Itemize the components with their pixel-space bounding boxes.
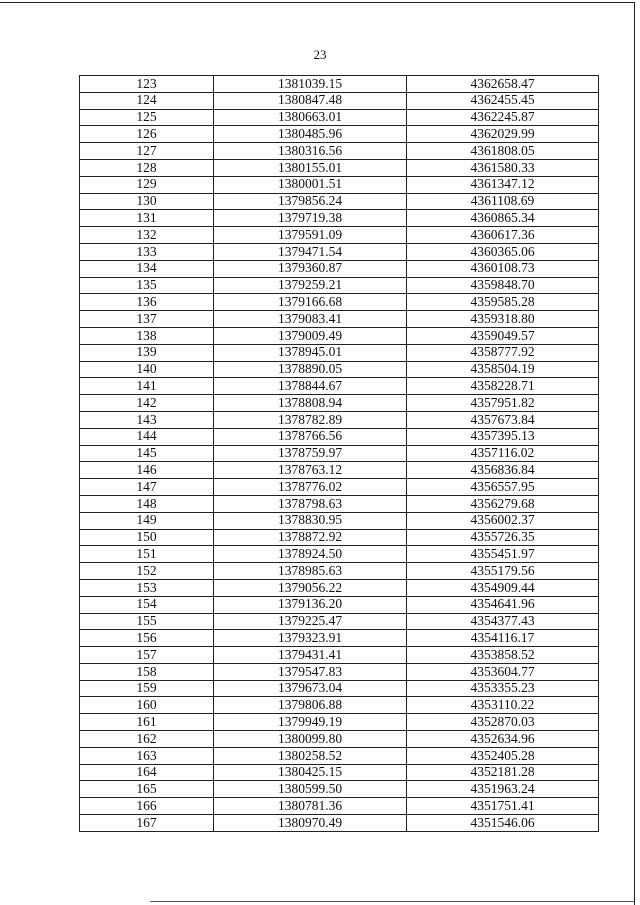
point-number-cell: 164 <box>80 764 214 781</box>
table-row <box>80 731 599 748</box>
y-coordinate-cell: 4360865.34 <box>407 210 599 227</box>
x-coordinate-cell: 1379673.04 <box>214 680 407 697</box>
table-row <box>80 260 599 277</box>
x-coordinate-cell: 1380663.01 <box>214 109 407 126</box>
x-coordinate-cell: 1379719.38 <box>214 210 407 227</box>
x-coordinate-cell: 1380258.52 <box>214 747 407 764</box>
y-coordinate-cell: 4359585.28 <box>407 294 599 311</box>
table-row <box>80 747 599 764</box>
x-coordinate-cell: 1380970.49 <box>214 815 407 832</box>
page-top-border <box>0 2 634 3</box>
y-coordinate-cell: 4353110.22 <box>407 697 599 714</box>
table-row <box>80 92 599 109</box>
table-row <box>80 176 599 193</box>
x-coordinate-cell: 1380485.96 <box>214 126 407 143</box>
x-coordinate-cell: 1379856.24 <box>214 193 407 210</box>
x-coordinate-cell: 1378763.12 <box>214 462 407 479</box>
x-coordinate-cell: 1379056.22 <box>214 579 407 596</box>
x-coordinate-cell: 1378776.02 <box>214 479 407 496</box>
x-coordinate-cell: 1379136.20 <box>214 596 407 613</box>
y-coordinate-cell: 4351963.24 <box>407 781 599 798</box>
table-row <box>80 428 599 445</box>
table-row <box>80 378 599 395</box>
point-number-cell: 133 <box>80 243 214 260</box>
x-coordinate-cell: 1378808.94 <box>214 395 407 412</box>
y-coordinate-cell: 4352405.28 <box>407 747 599 764</box>
y-coordinate-cell: 4354909.44 <box>407 579 599 596</box>
x-coordinate-cell: 1379166.68 <box>214 294 407 311</box>
table-row <box>80 529 599 546</box>
point-number-cell: 129 <box>80 176 214 193</box>
point-number-cell: 161 <box>80 714 214 731</box>
y-coordinate-cell: 4357116.02 <box>407 445 599 462</box>
y-coordinate-cell: 4362245.87 <box>407 109 599 126</box>
x-coordinate-cell: 1379431.41 <box>214 647 407 664</box>
table-row <box>80 479 599 496</box>
x-coordinate-cell: 1380425.15 <box>214 764 407 781</box>
point-number-cell: 142 <box>80 395 214 412</box>
table-row <box>80 277 599 294</box>
y-coordinate-cell: 4353858.52 <box>407 647 599 664</box>
point-number-cell: 132 <box>80 227 214 244</box>
point-number-cell: 153 <box>80 579 214 596</box>
y-coordinate-cell: 4354641.96 <box>407 596 599 613</box>
y-coordinate-cell: 4361580.33 <box>407 159 599 176</box>
table-row <box>80 327 599 344</box>
x-coordinate-cell: 1379009.49 <box>214 327 407 344</box>
y-coordinate-cell: 4353604.77 <box>407 663 599 680</box>
y-coordinate-cell: 4359049.57 <box>407 327 599 344</box>
y-coordinate-cell: 4352870.03 <box>407 714 599 731</box>
y-coordinate-cell: 4358504.19 <box>407 361 599 378</box>
point-number-cell: 155 <box>80 613 214 630</box>
point-number-cell: 134 <box>80 260 214 277</box>
point-number-cell: 162 <box>80 731 214 748</box>
table-row <box>80 815 599 832</box>
point-number-cell: 148 <box>80 495 214 512</box>
point-number-cell: 139 <box>80 344 214 361</box>
y-coordinate-cell: 4356836.84 <box>407 462 599 479</box>
point-number-cell: 145 <box>80 445 214 462</box>
y-coordinate-cell: 4351751.41 <box>407 798 599 815</box>
x-coordinate-cell: 1379225.47 <box>214 613 407 630</box>
x-coordinate-cell: 1378766.56 <box>214 428 407 445</box>
table-row <box>80 411 599 428</box>
point-number-cell: 128 <box>80 159 214 176</box>
x-coordinate-cell: 1378890.05 <box>214 361 407 378</box>
table-row <box>80 697 599 714</box>
table-row <box>80 680 599 697</box>
coordinates-table <box>79 75 599 832</box>
x-coordinate-cell: 1378830.95 <box>214 512 407 529</box>
y-coordinate-cell: 4357951.82 <box>407 395 599 412</box>
point-number-cell: 154 <box>80 596 214 613</box>
table-row <box>80 361 599 378</box>
point-number-cell: 157 <box>80 647 214 664</box>
y-coordinate-cell: 4360108.73 <box>407 260 599 277</box>
y-coordinate-cell: 4359318.80 <box>407 311 599 328</box>
point-number-cell: 127 <box>80 143 214 160</box>
y-coordinate-cell: 4357673.84 <box>407 411 599 428</box>
y-coordinate-cell: 4354116.17 <box>407 630 599 647</box>
point-number-cell: 149 <box>80 512 214 529</box>
y-coordinate-cell: 4356279.68 <box>407 495 599 512</box>
table-row <box>80 764 599 781</box>
point-number-cell: 167 <box>80 815 214 832</box>
x-coordinate-cell: 1378798.63 <box>214 495 407 512</box>
x-coordinate-cell: 1379323.91 <box>214 630 407 647</box>
table-row <box>80 344 599 361</box>
x-coordinate-cell: 1380001.51 <box>214 176 407 193</box>
x-coordinate-cell: 1379471.54 <box>214 243 407 260</box>
point-number-cell: 156 <box>80 630 214 647</box>
point-number-cell: 165 <box>80 781 214 798</box>
x-coordinate-cell: 1378924.50 <box>214 546 407 563</box>
x-coordinate-cell: 1379259.21 <box>214 277 407 294</box>
table-row <box>80 243 599 260</box>
point-number-cell: 163 <box>80 747 214 764</box>
x-coordinate-cell: 1381039.15 <box>214 76 407 93</box>
x-coordinate-cell: 1379949.19 <box>214 714 407 731</box>
table-row <box>80 546 599 563</box>
point-number-cell: 158 <box>80 663 214 680</box>
point-number-cell: 124 <box>80 92 214 109</box>
table-row <box>80 798 599 815</box>
table-row <box>80 445 599 462</box>
y-coordinate-cell: 4362455.45 <box>407 92 599 109</box>
x-coordinate-cell: 1379083.41 <box>214 311 407 328</box>
table-row <box>80 109 599 126</box>
y-coordinate-cell: 4355726.35 <box>407 529 599 546</box>
y-coordinate-cell: 4353355.23 <box>407 680 599 697</box>
table-row <box>80 613 599 630</box>
table-row <box>80 126 599 143</box>
x-coordinate-cell: 1379806.88 <box>214 697 407 714</box>
x-coordinate-cell: 1380847.48 <box>214 92 407 109</box>
table-row <box>80 76 599 93</box>
y-coordinate-cell: 4360617.36 <box>407 227 599 244</box>
table-row <box>80 395 599 412</box>
point-number-cell: 140 <box>80 361 214 378</box>
y-coordinate-cell: 4357395.13 <box>407 428 599 445</box>
point-number-cell: 141 <box>80 378 214 395</box>
coordinates-table-body <box>80 76 599 832</box>
point-number-cell: 123 <box>80 76 214 93</box>
y-coordinate-cell: 4352181.28 <box>407 764 599 781</box>
table-row <box>80 781 599 798</box>
table-row <box>80 294 599 311</box>
x-coordinate-cell: 1379547.83 <box>214 663 407 680</box>
y-coordinate-cell: 4354377.43 <box>407 613 599 630</box>
x-coordinate-cell: 1380781.36 <box>214 798 407 815</box>
point-number-cell: 147 <box>80 479 214 496</box>
y-coordinate-cell: 4358228.71 <box>407 378 599 395</box>
point-number-cell: 125 <box>80 109 214 126</box>
point-number-cell: 126 <box>80 126 214 143</box>
y-coordinate-cell: 4358777.92 <box>407 344 599 361</box>
table-row <box>80 210 599 227</box>
point-number-cell: 144 <box>80 428 214 445</box>
x-coordinate-cell: 1380599.50 <box>214 781 407 798</box>
x-coordinate-cell: 1378782.89 <box>214 411 407 428</box>
table-row <box>80 495 599 512</box>
x-coordinate-cell: 1378985.63 <box>214 563 407 580</box>
y-coordinate-cell: 4362029.99 <box>407 126 599 143</box>
point-number-cell: 160 <box>80 697 214 714</box>
page-number: 23 <box>313 47 327 62</box>
y-coordinate-cell: 4359848.70 <box>407 277 599 294</box>
point-number-cell: 143 <box>80 411 214 428</box>
point-number-cell: 146 <box>80 462 214 479</box>
y-coordinate-cell: 4351546.06 <box>407 815 599 832</box>
point-number-cell: 166 <box>80 798 214 815</box>
point-number-cell: 130 <box>80 193 214 210</box>
page-bottom-border <box>150 901 634 902</box>
table-row <box>80 714 599 731</box>
x-coordinate-cell: 1380099.80 <box>214 731 407 748</box>
x-coordinate-cell: 1378844.67 <box>214 378 407 395</box>
table-row <box>80 630 599 647</box>
y-coordinate-cell: 4361808.05 <box>407 143 599 160</box>
table-row <box>80 159 599 176</box>
point-number-cell: 136 <box>80 294 214 311</box>
y-coordinate-cell: 4361108.69 <box>407 193 599 210</box>
table-row <box>80 462 599 479</box>
x-coordinate-cell: 1379591.09 <box>214 227 407 244</box>
y-coordinate-cell: 4356557.95 <box>407 479 599 496</box>
x-coordinate-cell: 1378945.01 <box>214 344 407 361</box>
y-coordinate-cell: 4355179.56 <box>407 563 599 580</box>
x-coordinate-cell: 1379360.87 <box>214 260 407 277</box>
table-row <box>80 311 599 328</box>
table-row <box>80 596 599 613</box>
x-coordinate-cell: 1378872.92 <box>214 529 407 546</box>
y-coordinate-cell: 4355451.97 <box>407 546 599 563</box>
table-row <box>80 227 599 244</box>
table-row <box>80 563 599 580</box>
x-coordinate-cell: 1378759.97 <box>214 445 407 462</box>
y-coordinate-cell: 4352634.96 <box>407 731 599 748</box>
table-row <box>80 663 599 680</box>
y-coordinate-cell: 4361347.12 <box>407 176 599 193</box>
table-row <box>80 647 599 664</box>
x-coordinate-cell: 1380316.56 <box>214 143 407 160</box>
y-coordinate-cell: 4360365.06 <box>407 243 599 260</box>
table-row <box>80 193 599 210</box>
point-number-cell: 137 <box>80 311 214 328</box>
point-number-cell: 131 <box>80 210 214 227</box>
table-row <box>80 579 599 596</box>
point-number-cell: 152 <box>80 563 214 580</box>
x-coordinate-cell: 1380155.01 <box>214 159 407 176</box>
page-right-border <box>634 2 635 905</box>
point-number-cell: 150 <box>80 529 214 546</box>
table-row <box>80 512 599 529</box>
point-number-cell: 135 <box>80 277 214 294</box>
point-number-cell: 159 <box>80 680 214 697</box>
y-coordinate-cell: 4362658.47 <box>407 76 599 93</box>
table-row <box>80 143 599 160</box>
point-number-cell: 138 <box>80 327 214 344</box>
y-coordinate-cell: 4356002.37 <box>407 512 599 529</box>
point-number-cell: 151 <box>80 546 214 563</box>
